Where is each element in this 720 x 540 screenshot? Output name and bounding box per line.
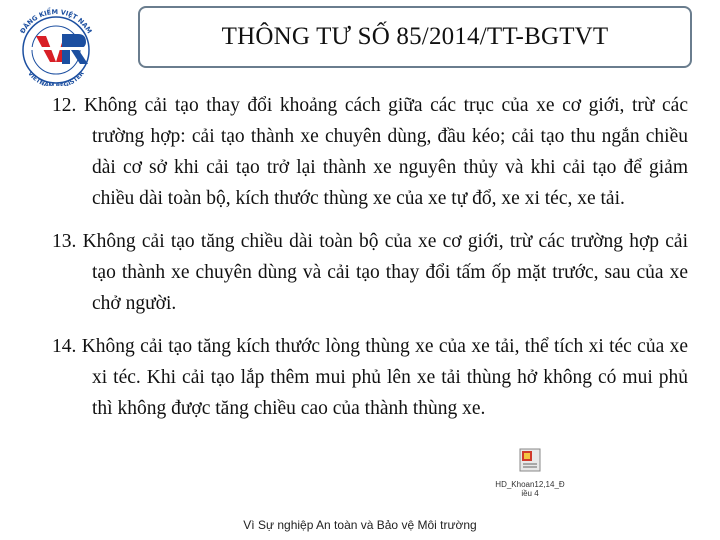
logo-text-top: ĐĂNG KIỂM VIỆT NAM	[18, 7, 94, 35]
list-item-12: 12. Không cải tạo thay đổi khoảng cách giữa các trục của xe cơ giới, trừ các trường hợp: cải tạo thành xe chuyên dùng, đầu kéo; cải tạo thu ngắn chiều dài cơ sở khi cải tạo trở lại thành xe nguyên thủy và khi cải tạo để giảm chiều dài toàn bộ, kích thước thùng xe của xe tự đổ, xe xi téc, xe tải.	[52, 95, 688, 209]
logo-text-bottom: VIETNA EGISTER	[26, 70, 86, 86]
embedded-attachment[interactable]	[470, 448, 590, 518]
list-item-13: 13. Không cải tạo tăng chiều dài toàn bộ của xe cơ giới, trừ các trường hợp cải tạo thành xe chuyên dùng và cải tạo thay đổi tấm ốp mặt trước, sau của xe chở người.	[52, 231, 688, 314]
list-item-14: 14. Không cải tạo tăng kích thước lòng thùng xe của xe tải, thể tích xi téc của xe xi téc. Khi cải tạo lắp thêm mui phủ lên xe tải thùng hở không có mui phủ thì không được tăng chiều cao của thành thùng xe.	[52, 336, 688, 419]
footer-slogan: Vì Sự nghiệp An toàn và Bảo vệ Môi trường	[243, 518, 477, 532]
logo-stripe	[26, 47, 86, 50]
attachment-caption-line1: HD_Khoan12,14_Đ	[495, 480, 565, 489]
attachment-caption	[470, 480, 590, 498]
vietnam-register-logo	[6, 6, 106, 86]
attachment-caption-line2: iều 4	[521, 489, 539, 498]
title-box	[138, 6, 692, 68]
embedded-file-icon[interactable]	[519, 448, 541, 472]
page-title: THÔNG TƯ SỐ 85/2014/TT-BGTVT	[221, 23, 609, 50]
content-list	[52, 90, 688, 436]
